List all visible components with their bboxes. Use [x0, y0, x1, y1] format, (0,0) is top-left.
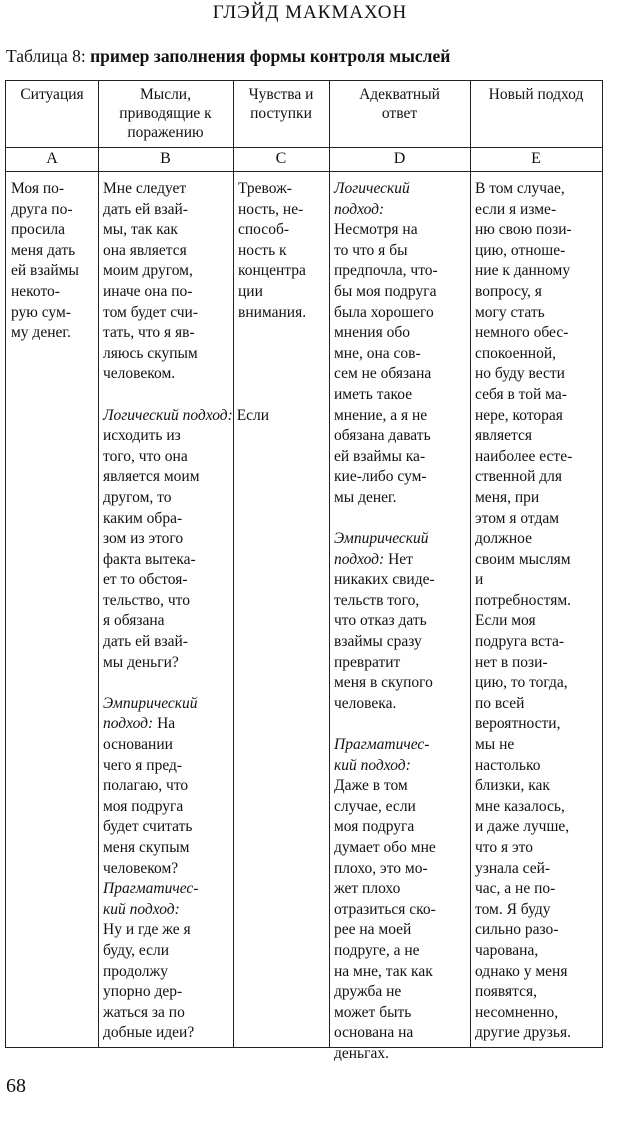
header-adequate-response: Адекватный ответ: [359, 86, 440, 122]
column-letter: C: [275, 150, 287, 167]
cell-situation: Моя по- друга по- просила меня дать ей взаймы некото- рую сум- му денег.: [11, 180, 79, 342]
header-situation: Ситуация: [20, 86, 84, 103]
table-title: [6, 46, 606, 67]
column-letter: E: [531, 150, 541, 167]
page-number: 68: [6, 1075, 26, 1097]
logical-approach-line: Логический подход: Если: [103, 406, 270, 424]
column-letter: B: [160, 150, 171, 167]
column-letter: D: [393, 150, 406, 167]
cell-adequate-response: Логический подход: Несмотря на то что я бы предпочла, что- бы моя подруга была хорошего мнения обо мне, она сов- сем не обязана иметь такое мнение, а я не обязана давать ей взаймы ка- кие-либо сум- мы денег. Эмпирический подход: Нет никаких свиде- тельств того, что отказ дать взаймы сразу превратит меня в скупого человека. Прагматичес- кий подход: Даже в том случае, если моя подруга думает обо мне плохо, это мо- жет плохо отразиться ско- рее на моей подруге, а не на мне, так как дружба не может быть основана на деньгах.: [329, 179, 470, 1065]
empirical-approach-line: подход: Нет: [334, 550, 413, 568]
running-head: ГЛЭЙД МАКМАХОН: [212, 2, 408, 23]
header-new-approach: Новый подход: [488, 86, 584, 103]
table-number: Таблица 8:: [6, 46, 86, 66]
thought-control-table: [5, 80, 603, 1062]
column-letter: A: [46, 150, 58, 167]
row-divider: [6, 147, 602, 148]
cell-thoughts: Мне следует дать ей взай- мы, так как она является моим другом, иначе она по- том будет счи- тать, что я яв- ляюсь скупым человеком. Логический подход: Если исходить из того, что она является моим другом, то каким обра- зом из этого факта вытека- ет то обстоя- тельство, что я обязана дать ей взай- мы деньги? Эмпирический подход: На основании чего я пред- полагаю, что моя подруга будет считать меня скупым человеком? Прагматичес- кий подход: Ну и где же я буду, если продолжу упорно дер- жаться за по добные идеи?: [103, 180, 270, 1042]
header-thoughts: Мысли, приводящие к поражению: [119, 86, 212, 141]
cell-feelings: Тревож- ность, не- способ- ность к концентра ции внимания.: [238, 180, 307, 321]
cell-new-approach: В том случае, если я изме- ню свою пози- цию, отноше- ние к данному вопросу, я могу стать немного обес- спокоенной, но буду вести себя в той ма- нере, которая является наиболее есте- ственной для меня, при этом я отдам должное своим мыслям и потребностям. Если моя подруга вста- нет в пози- цию, то тогда, по всей вероятности, мы не настолько близки, как мне казалось, и даже лучше, что я это узнала сей- час, а не по- том. Я буду сильно разо- чарована, однако у меня появятся, несомненно, другие друзья.: [475, 180, 573, 1042]
header-feelings: Чувства и поступки: [248, 86, 314, 122]
table-caption: пример заполнения формы контроля мыслей: [90, 46, 451, 66]
empirical-approach-line: подход: На: [103, 715, 176, 733]
row-divider: [6, 171, 602, 172]
